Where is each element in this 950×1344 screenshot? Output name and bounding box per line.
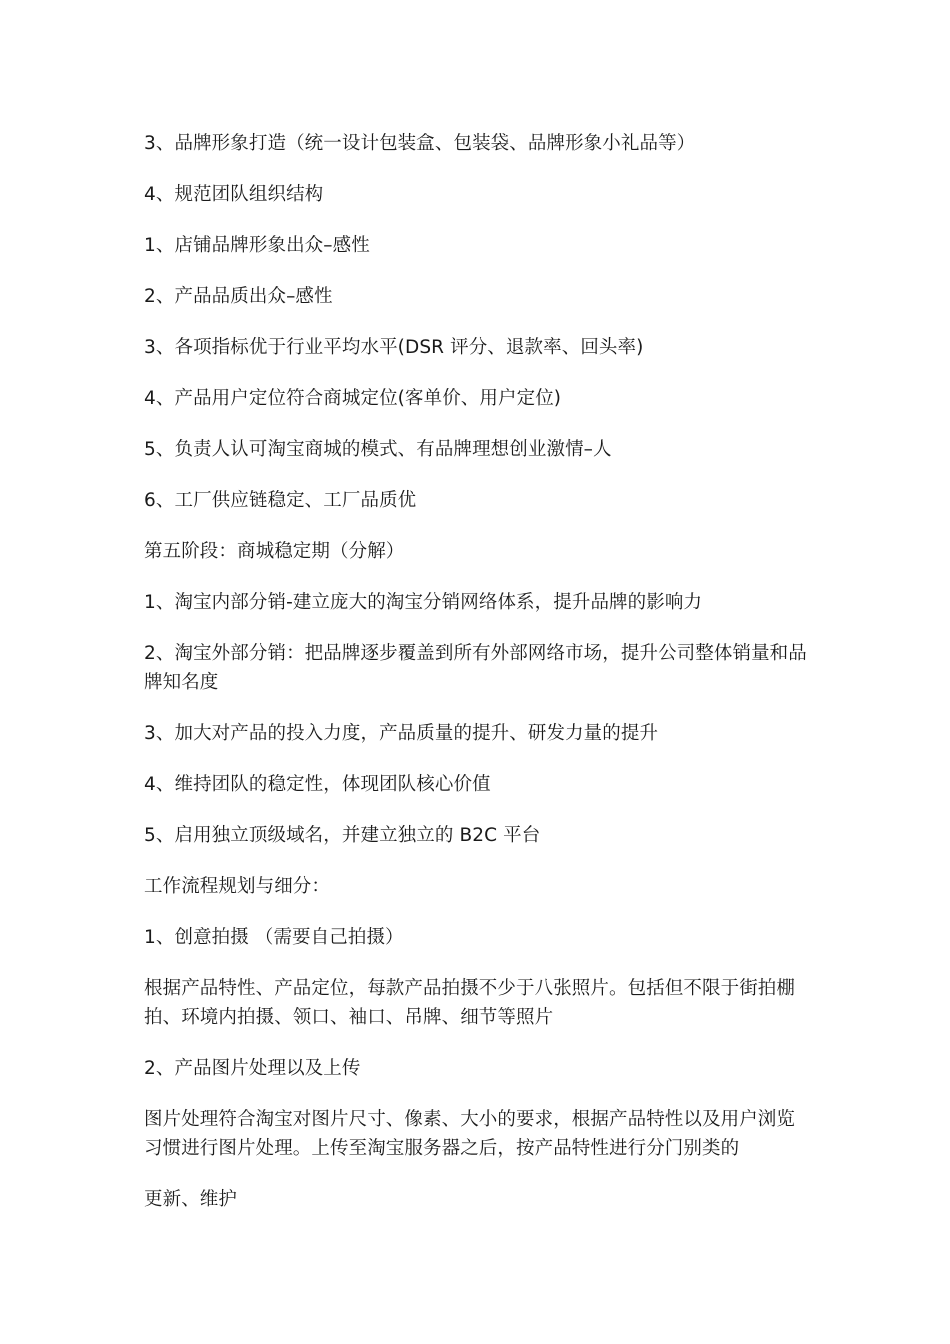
- paragraph-shooting-details: 根据产品特性、产品定位，每款产品拍摄不少于八张照片。包括但不限于街拍棚拍、环境内拍摄、领口、袖口、吊牌、细节等照片: [144, 978, 796, 1028]
- paragraph-store-brand: 1、店铺品牌形象出众–感性: [144, 235, 370, 256]
- section-heading-workflow: 工作流程规划与细分：: [144, 876, 331, 897]
- paragraph-update-maintain: 更新、维护: [144, 1189, 238, 1210]
- paragraph-investment: 3、加大对产品的投入力度，产品质量的提升、研发力量的提升: [144, 723, 659, 744]
- paragraph-external-distribution: 2、淘宝外部分销：把品牌逐步覆盖到所有外部网络市场，提升公司整体销量和品牌知名度: [144, 643, 807, 693]
- paragraph-product-quality: 2、产品品质出众–感性: [144, 286, 333, 307]
- paragraph-creative-shooting: 1、创意拍摄 （需要自己拍摄）: [144, 927, 404, 948]
- paragraph-indicators: 3、各项指标优于行业平均水平(DSR 评分、退款率、回头率): [144, 337, 644, 358]
- paragraph-team-structure: 4、规范团队组织结构: [144, 184, 324, 205]
- paragraph-domain-b2c: 5、启用独立顶级域名，并建立独立的 B2C 平台: [144, 825, 541, 846]
- paragraph-image-processing: 2、产品图片处理以及上传: [144, 1058, 361, 1079]
- paragraph-team-stability: 4、维持团队的稳定性，体现团队核心价值: [144, 774, 491, 795]
- paragraph-image-requirements: 图片处理符合淘宝对图片尺寸、像素、大小的要求，根据产品特性以及用户浏览习惯进行图片处理。上传至淘宝服务器之后，按产品特性进行分门别类的: [144, 1109, 796, 1159]
- paragraph-factory: 6、工厂供应链稳定、工厂品质优: [144, 490, 417, 511]
- paragraph-user-positioning: 4、产品用户定位符合商城定位(客单价、用户定位): [144, 388, 562, 409]
- paragraph-brand-image: 3、品牌形象打造（统一设计包装盒、包装袋、品牌形象小礼品等）: [144, 133, 696, 154]
- paragraph-internal-distribution: 1、淘宝内部分销-建立庞大的淘宝分销网络体系，提升品牌的影响力: [144, 592, 703, 613]
- paragraph-owner: 5、负责人认可淘宝商城的模式、有品牌理想创业激情–人: [144, 439, 612, 460]
- section-heading-stage-five: 第五阶段：商城稳定期（分解）: [144, 541, 405, 562]
